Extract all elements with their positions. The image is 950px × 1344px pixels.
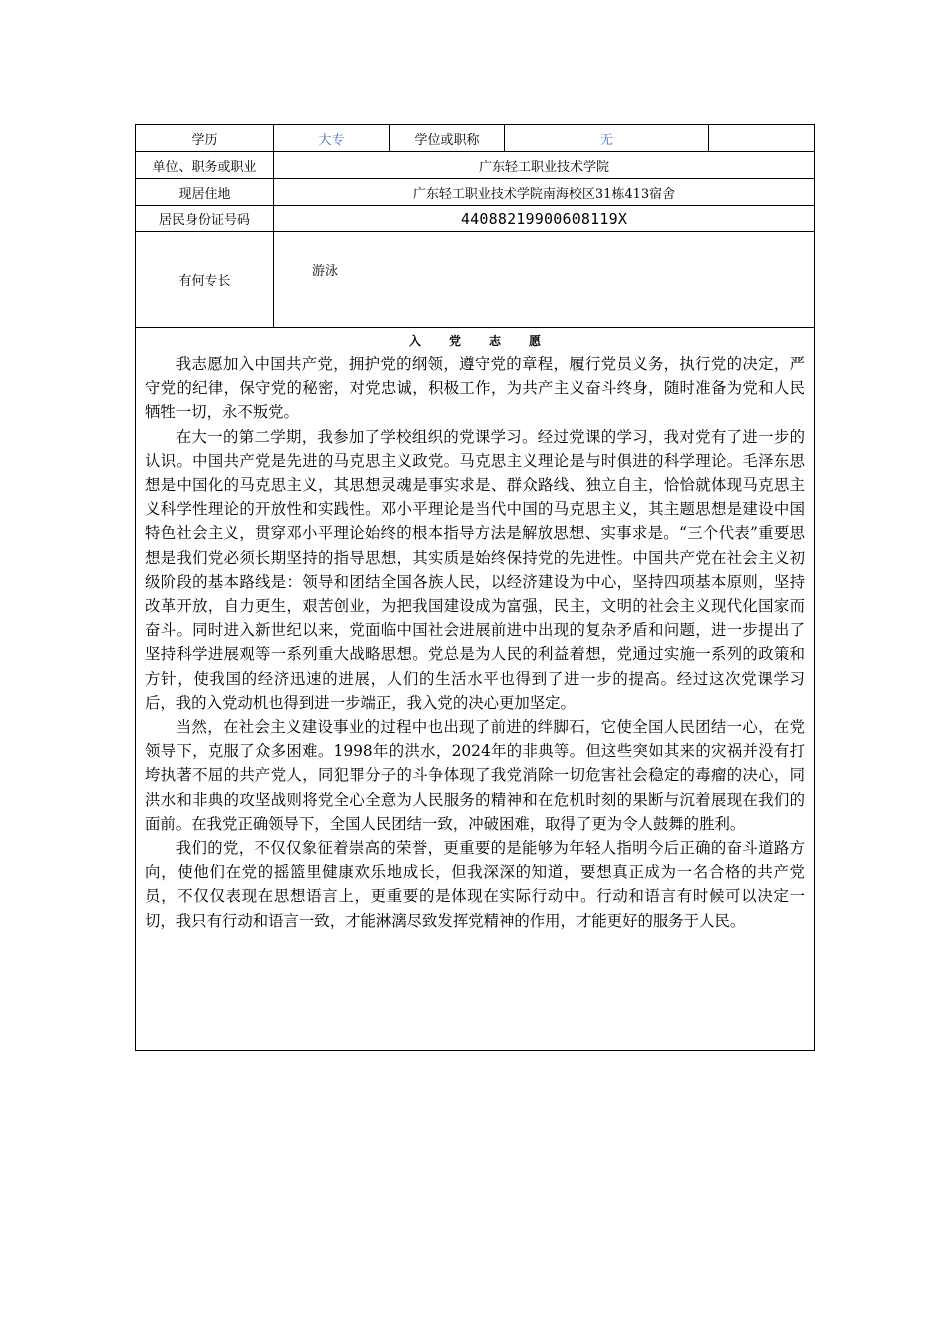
residence-value: 广东轻工职业技术学院南海校区31栋413宿舍 (412, 186, 676, 202)
education-value: 大专 (318, 132, 345, 148)
education-label: 学历 (191, 132, 218, 148)
id-value: 44088219900608119X (460, 209, 628, 228)
empty-cell (709, 125, 814, 151)
employer-value: 广东轻工职业技术学院 (478, 159, 609, 175)
essay-paragraph: 当然，在社会主义建设事业的过程中也出现了前进的绊脚石，它使全国人民团结一心，在党领导下，克服了众多困难。1998年的洪水，2024年的非典等。但这些突如其来的灾祸并没有打垮执著不屈的共产党人，同犯罪分子的斗争体现了我党消除一切危害社会稳定的毒瘤的决心，同洪水和非典的攻坚战则将党全心全意为人民服务的精神和在危机时刻的果断与沉着展现在我们的面前。在我党正确领导下，全国人民团结一致，冲破困难，取得了更为令人鼓舞的胜利。 (145, 718, 805, 833)
essay-paragraph: 我志愿加入中国共产党，拥护党的纲领，遵守党的章程，履行党员义务，执行党的决定，严守党的纪律，保守党的秘密，对党忠诚，积极工作，为共产主义奋斗终身，随时准备为党和人民牺牲一切，永不叛党。 (145, 355, 805, 422)
skills-value: 游泳 (312, 264, 339, 279)
residence-row (136, 179, 814, 206)
application-form (135, 124, 815, 1051)
essay-title: 入党志愿 (408, 334, 569, 348)
id-row (136, 206, 814, 232)
degree-value: 无 (599, 132, 613, 148)
employer-label: 单位、职务或职业 (152, 159, 257, 175)
essay-paragraph: 我们的党，不仅仅象征着崇高的荣誉，更重要的是能够为年轻人指明今后正确的奋斗道路方向，使他们在党的摇篮里健康欢乐地成长，但我深深的知道，要想真正成为一名合格的共产党员，不仅仅表现在思想语言上，更重要的是体现在实际行动中。行动和语言有时候可以决定一切，我只有行动和语言一致，才能淋漓尽致发挥党精神的作用，才能更好的服务于人民。 (145, 839, 805, 930)
essay-section (136, 328, 814, 933)
skills-label: 有何专长 (178, 274, 231, 289)
skills-row (136, 232, 814, 328)
education-row (136, 125, 814, 152)
employer-row (136, 152, 814, 179)
residence-label: 现居住地 (178, 186, 231, 202)
id-label: 居民身份证号码 (158, 213, 250, 228)
essay-paragraph: 在大一的第二学期，我参加了学校组织的党课学习。经过党课的学习，我对党有了进一步的认识。中国共产党是先进的马克思主义政党。马克思主义理论是与时俱进的科学理论。毛泽东思想是中国化的马克思主义，其思想灵魂是事实求是、群众路线、独立自主，恰恰就体现马克思主义科学性理论的开放性和实践性。邓小平理论是当代中国的马克思主义，其主题思想是建设中国特色社会主义，贯穿邓小平理论始终的根本指导方法是解放思想、实事求是。“三个代表”重要思想是我们党必须长期坚持的指导思想，其实质是始终保持党的先进性。中国共产党在社会主义初级阶段的基本路线是：领导和团结全国各族人民，以经济建设为中心，坚持四项基本原则，坚持改革开放，自力更生，艰苦创业，为把我国建设成为富强，民主，文明的社会主义现代化国家而奋斗。同时进入新世纪以来，党面临中国社会进展前进中出现的复杂矛盾和问题，进一步提出了坚持科学进展观等一系列重大战略思想。党总是为人民的利益着想，党通过实施一系列的政策和方针，使我国的经济迅速的进展，人们的生活水平也得到了进一步的提高。经过这次党课学习后，我的入党动机也得到进一步端正，我入党的决心更加坚定。 (145, 427, 805, 712)
degree-label: 学位或职称 (414, 132, 480, 148)
